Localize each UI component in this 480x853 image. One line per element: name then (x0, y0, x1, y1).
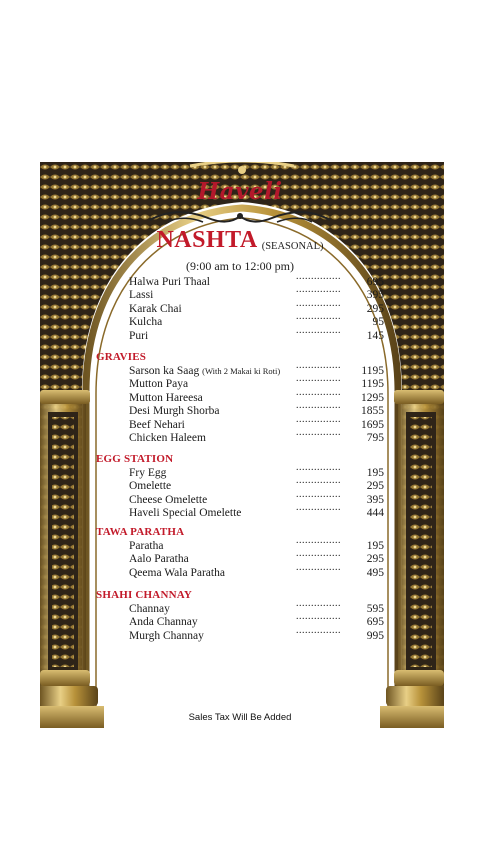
menu-item-price: 595 (366, 603, 384, 615)
leader-dots: ............... (296, 611, 341, 623)
leader-dots: ............... (296, 271, 341, 282)
leader-dots: ............... (296, 400, 341, 412)
menu-item-name (129, 303, 182, 315)
menu-item-label: Mutton Paya (129, 378, 189, 391)
menu-item-row (0, 598, 480, 617)
leader-dots: ............... (296, 297, 341, 309)
menu-item-label: Cheese Omelette (129, 493, 208, 506)
menu-item-name (129, 494, 207, 506)
menu-item-row (0, 271, 480, 290)
menu-item-name (129, 567, 225, 579)
menu-item-price: 795 (366, 432, 384, 444)
leader-dots: ............... (296, 427, 341, 438)
leader-dots: ............... (296, 535, 341, 546)
menu-item-label: Haveli Special Omelette (129, 507, 242, 520)
menu-item-row (0, 548, 480, 567)
menu-item-row (0, 386, 480, 406)
menu-item-row (0, 324, 480, 344)
menu-item-price: 1695 (361, 418, 384, 431)
menu-item-price: 1195 (361, 365, 384, 377)
menu-item-price: 495 (366, 566, 384, 579)
menu-item-row (0, 462, 480, 481)
menu-item-name (129, 616, 198, 628)
menu-item-price: 1195 (361, 378, 384, 391)
menu-item-name (129, 603, 170, 615)
menu-item-row (0, 284, 480, 303)
leader-dots: ............... (296, 284, 341, 296)
menu-item-label: Lassi (129, 289, 154, 302)
leader-dots: ............... (296, 373, 341, 385)
menu-item-row (0, 475, 480, 494)
menu-item-price: 145 (366, 329, 384, 342)
menu-item-label: Karak Chai (129, 302, 182, 315)
menu-item-name (129, 378, 188, 390)
menu-item-price: 95 (372, 316, 384, 329)
menu-item-price: 195 (366, 467, 384, 479)
menu-item-price: 695 (366, 276, 384, 288)
menu-item-name (129, 330, 148, 342)
leader-dots: ............... (296, 502, 341, 514)
leader-dots: ............... (296, 548, 341, 560)
leader-dots: ............... (296, 488, 341, 500)
menu-item-price: 695 (366, 616, 384, 629)
menu-item-name (129, 432, 206, 444)
section-heading: EGG STATION (96, 453, 174, 465)
menu-item-price: 444 (366, 507, 384, 520)
menu-item-price: 195 (366, 540, 384, 552)
menu-item-name (129, 365, 280, 377)
menu-item-row (0, 535, 480, 554)
leader-dots: ............... (296, 624, 341, 636)
leader-dots: ............... (296, 598, 341, 609)
menu-item-name (129, 276, 210, 288)
menu-item-row (0, 311, 480, 330)
menu-item-name (129, 507, 241, 519)
menu-item-name (129, 540, 163, 552)
menu-item-note: (With 2 Makai ki Roti) (202, 366, 281, 376)
tax-note: Sales Tax Will Be Added (188, 712, 292, 723)
menu-item-label: Murgh Channay (129, 629, 204, 642)
menu-item-price: 1855 (361, 405, 384, 418)
menu-item-price: 295 (366, 553, 384, 566)
menu-item-label: Omelette (129, 480, 172, 493)
menu-item-row (0, 427, 480, 446)
section-heading: GRAVIES (96, 351, 147, 363)
menu-item-name (129, 480, 171, 492)
leader-dots: ............... (296, 360, 341, 371)
leader-dots: ............... (296, 561, 341, 573)
menu-item-label: Kulcha (129, 316, 163, 329)
menu-item-row (0, 413, 480, 433)
menu-item-label: Chicken Haleem (129, 432, 206, 444)
menu-item-name (129, 405, 220, 417)
menu-item-price: 395 (366, 289, 384, 302)
menu-item-name (129, 630, 204, 642)
menu-subtitle: (SEASONAL) (261, 241, 324, 252)
menu-item-name (129, 392, 203, 404)
menu-item-name (129, 289, 153, 301)
menu-item-row (0, 624, 480, 644)
leader-dots: ............... (296, 386, 341, 398)
flourish-divider-icon (148, 208, 332, 228)
menu-item-price: 295 (366, 302, 384, 315)
menu-title-row (0, 227, 480, 254)
menu-item-name (129, 553, 189, 565)
menu-item-price: 995 (366, 629, 384, 642)
menu-item-row (0, 611, 480, 630)
menu-item-label: Desi Murgh Shorba (129, 405, 220, 418)
menu-item-label: Mutton Hareesa (129, 391, 203, 404)
menu-item-name (129, 419, 185, 431)
menu-item-price: 1295 (361, 391, 384, 404)
menu-item-price: 295 (366, 480, 384, 493)
menu-item-label: Anda Channay (129, 616, 198, 629)
menu-item-label: Beef Nehari (129, 418, 185, 431)
menu-item-label: Fry Egg (129, 467, 167, 479)
section-heading: SHAHI CHANNAY (96, 589, 193, 601)
leader-dots: ............... (296, 462, 341, 473)
brand-logo: Haveli (197, 178, 283, 205)
menu-item-label: Puri (129, 329, 149, 342)
menu-item-label: Aalo Paratha (129, 553, 189, 566)
menu-title: NASHTA (156, 227, 258, 253)
menu-item-row (0, 400, 480, 419)
menu-item-label: Halwa Puri Thaal (129, 276, 210, 288)
menu-item-label: Channay (129, 603, 170, 615)
leader-dots: ............... (296, 311, 341, 323)
serving-hours: (9:00 am to 12:00 pm) (186, 259, 294, 273)
menu-item-row (0, 373, 480, 392)
menu-item-row (0, 502, 480, 521)
menu-item-row (0, 297, 480, 317)
menu-item-label: Paratha (129, 540, 164, 552)
menu-item-row (0, 561, 480, 581)
menu-item-price: 395 (366, 493, 384, 506)
leader-dots: ............... (296, 475, 341, 487)
section-heading: TAWA PARATHA (96, 526, 185, 538)
menu-item-name (129, 467, 166, 479)
menu-item-name (129, 316, 162, 328)
leader-dots: ............... (296, 413, 341, 425)
leader-dots: ............... (296, 324, 341, 336)
menu-item-row (0, 360, 480, 379)
menu-item-row (0, 488, 480, 508)
menu-item-label: Qeema Wala Paratha (129, 566, 225, 579)
menu-item-label: Sarson ka Saag (129, 365, 200, 377)
